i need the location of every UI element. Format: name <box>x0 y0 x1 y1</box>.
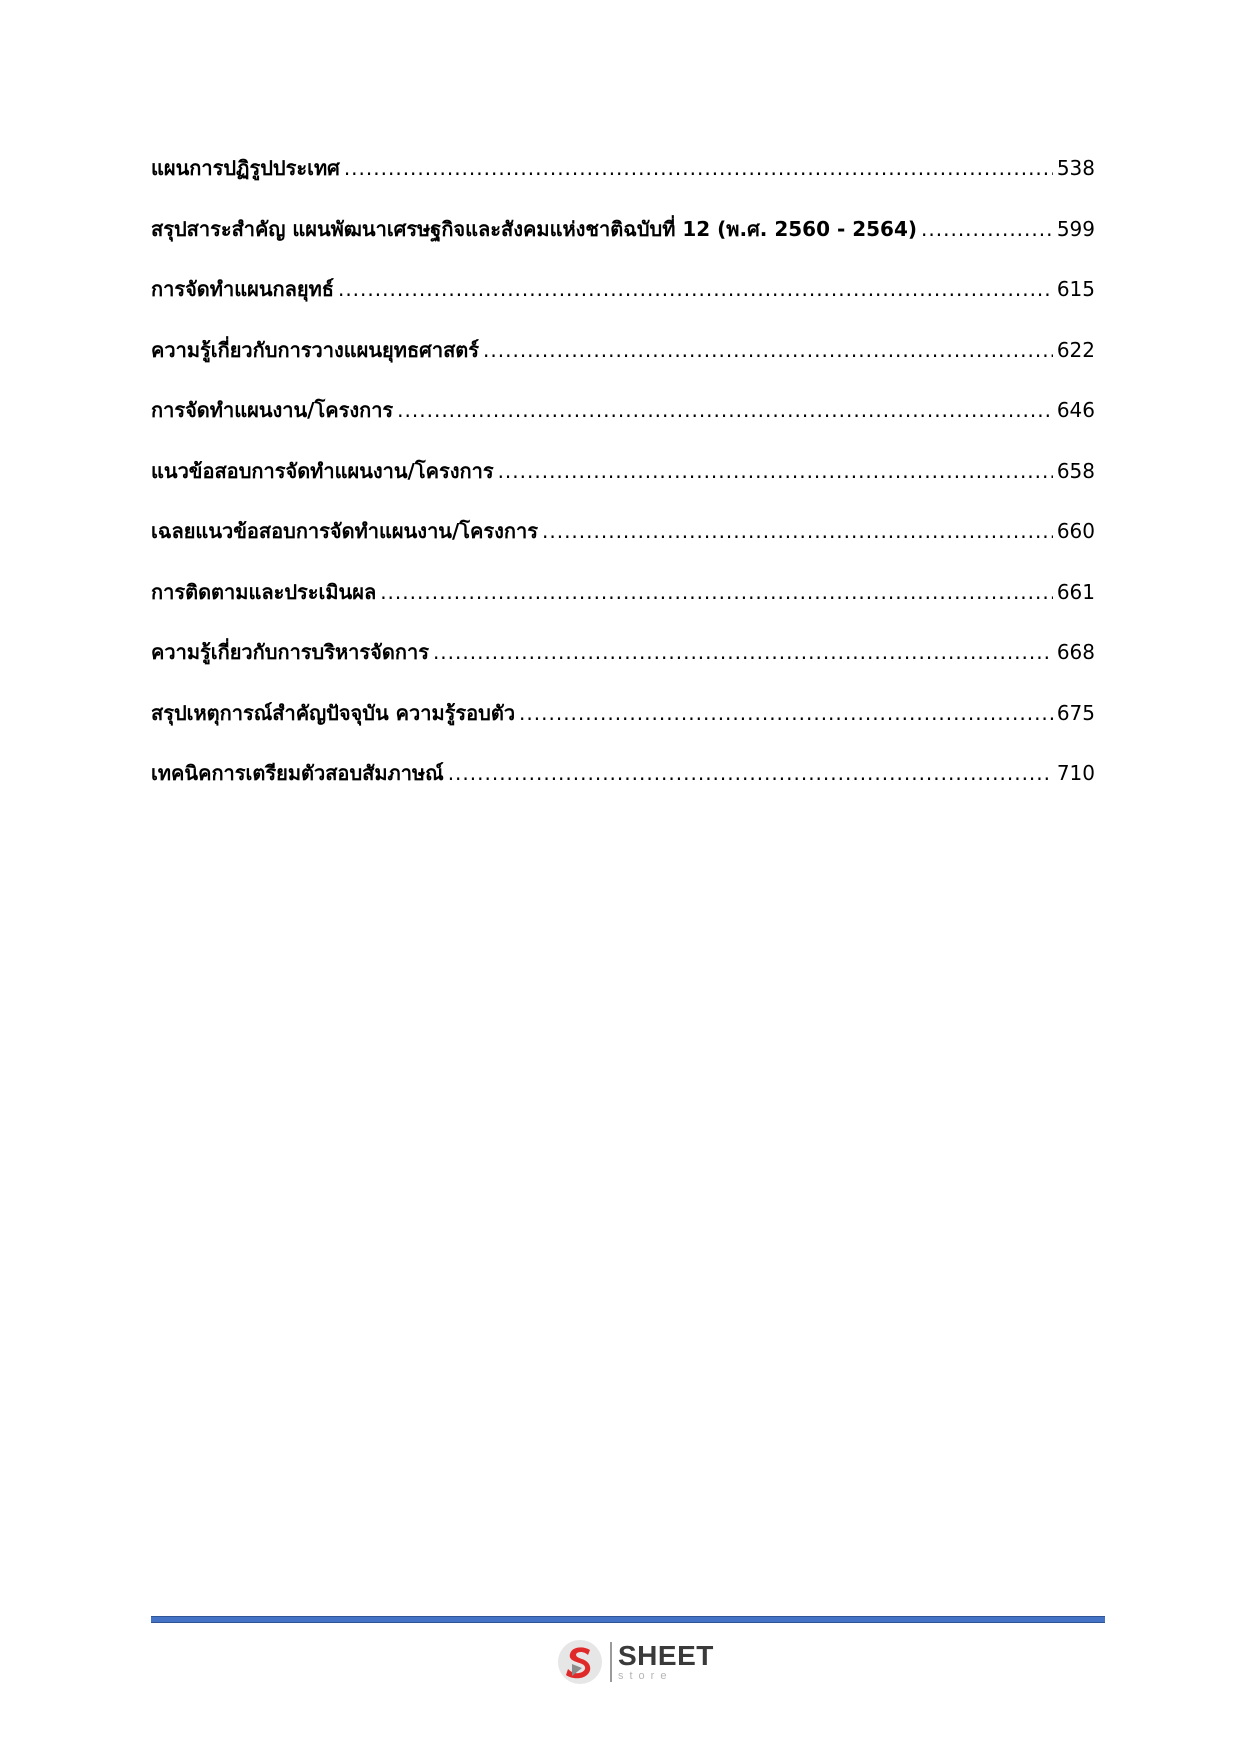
toc-entry-title: เฉลยแนวข้อสอบการจัดทำแผนงาน/โครงการ <box>151 519 538 543</box>
toc-entry-title: สรุปเหตุการณ์สำคัญปัจจุบัน ความรู้รอบตัว <box>151 700 516 725</box>
toc-dot-leader <box>397 398 1053 422</box>
toc-entry-page: 538 <box>1056 156 1095 180</box>
toc-dot-leader <box>380 580 1053 604</box>
toc-entry-title: การจัดทำแผนกลยุทธ์ <box>151 277 334 301</box>
toc-entry[interactable] <box>151 515 1095 576</box>
table-of-contents <box>151 152 1095 818</box>
toc-entry[interactable] <box>151 636 1095 697</box>
toc-entry-title: แผนการปฏิรูปประเทศ <box>151 156 340 180</box>
toc-entry-page: 661 <box>1056 579 1095 604</box>
toc-entry-title: ความรู้เกี่ยวกับการบริหารจัดการ <box>151 640 429 664</box>
toc-entry-title: การติดตามและประเมินผล <box>151 579 377 604</box>
brand-name: SHEET <box>618 1640 714 1671</box>
toc-dot-leader <box>483 338 1053 362</box>
toc-entry-page: 599 <box>1056 216 1095 241</box>
toc-entry[interactable] <box>151 757 1095 818</box>
toc-dot-leader <box>498 459 1053 483</box>
toc-entry-page: 622 <box>1056 337 1095 362</box>
toc-entry-title: แนวข้อสอบการจัดทำแผนงาน/โครงการ <box>151 458 494 483</box>
toc-entry-page: 646 <box>1056 398 1095 422</box>
toc-entry[interactable] <box>151 576 1095 637</box>
sheet-store-logo-icon <box>556 1638 604 1686</box>
toc-dot-leader <box>542 519 1053 543</box>
toc-entry[interactable] <box>151 213 1095 274</box>
toc-entry-page: 615 <box>1056 277 1095 301</box>
toc-entry[interactable] <box>151 697 1095 758</box>
toc-dot-leader <box>344 156 1053 180</box>
brand-subtitle: store <box>618 1670 673 1682</box>
toc-dot-leader <box>433 640 1053 664</box>
toc-dot-leader <box>921 217 1053 241</box>
toc-entry-title: การจัดทำแผนงาน/โครงการ <box>151 398 394 422</box>
toc-entry-page: 675 <box>1056 700 1095 725</box>
toc-entry[interactable] <box>151 273 1095 334</box>
toc-entry-title: สรุปสาระสำคัญ แผนพัฒนาเศรษฐกิจและสังคมแห่งชาติฉบับที่ 12 (พ.ศ. 2560 - 2564) <box>151 216 918 241</box>
brand-text <box>618 1642 714 1682</box>
toc-entry-title: ความรู้เกี่ยวกับการวางแผนยุทธศาสตร์ <box>151 337 480 362</box>
toc-entry-page: 658 <box>1056 458 1095 483</box>
toc-entry[interactable] <box>151 334 1095 395</box>
toc-entry-page: 710 <box>1056 761 1095 785</box>
toc-entry[interactable] <box>151 394 1095 455</box>
toc-entry-page: 668 <box>1056 640 1095 664</box>
toc-entry[interactable] <box>151 455 1095 516</box>
toc-dot-leader <box>519 701 1053 725</box>
toc-entry-page: 660 <box>1056 519 1095 543</box>
footer-brand-logo <box>556 1636 714 1688</box>
brand-divider <box>610 1642 612 1682</box>
toc-entry[interactable] <box>151 152 1095 213</box>
toc-dot-leader <box>338 277 1053 301</box>
toc-dot-leader <box>448 761 1053 785</box>
toc-entry-title: เทคนิคการเตรียมตัวสอบสัมภาษณ์ <box>151 761 444 785</box>
footer-divider <box>151 1616 1105 1623</box>
